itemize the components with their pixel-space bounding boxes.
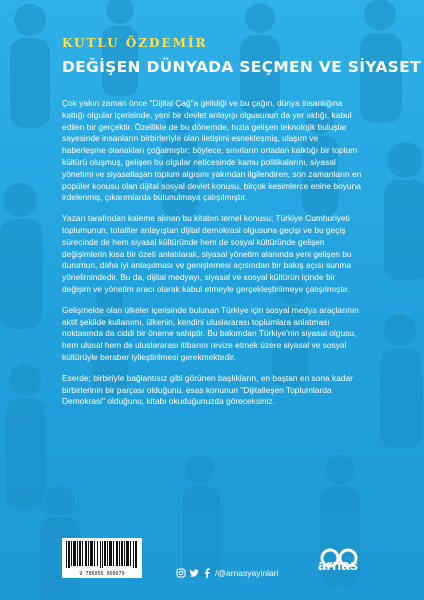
paragraph: Çok yakın zaman önce "Dijital Çağ"a girildiği ve bu çağın, dünya insanlığına kattığı olgular içerisinde, yeni bir devlet anlayışı olgusunun da yer aldığı, kabul edilen bir gerçektir. Özellikle de bu dönemde, hızla gelişen teknolojik buluşlar sayesinde insanların birbirleriyle olan iletişimi esnekleşmiş, ulaşım ve haberleşme olanakları çoğalmıştır; böylece, sınırların ortadan kalktığı bir toplum kültürü oluşmuş, gelişen bu olgular neticesinde kamu politikalarını, siyasal yönetimi ve siyasallaşan toplum algısını yakından ilgilendiren, son zamanların en popüler konusu olan dijital sosyal devlet konusu, birçok kesimlerce enine boyuna irdelenmiş, çıkarımlarda bulunulmaya çalışılmıştır. [62,98,362,203]
publisher-name: arnas [318,557,359,574]
isbn-number: 9 786056 960079 [79,571,125,577]
facebook-icon [202,568,212,578]
paragraph: Gelişmekte olan ülkeler içerisinde bulunan Türkiye için sosyal medya araçlarının aktif şekilde kullanımı, ülkenin, kendini uluslararası toplumlara anlatması noktasında da ciddi bir öneme sahiptir. Bu bakımdan Türkiye'nin siyasal olgusu, hem ulusal hem de uluslararası itibarını revize etmek üzere siyasal ve sosyal kültürüyle beraber iyileştirilmesi gerekmektedir. [62,304,359,362]
barcode-graphic [62,538,142,570]
paragraph: Yazarı tarafından kaleme alınan bu kitabın temel konusu; Türkiye Cumhuriyeti toplumunun, totaliter anlayıştan dijital demokrasi olgusuna geçişi ve bu geçiş sürecinde de hem siyasal kültüründe hem de sosyal kültüründe gelişen değişimlerin kısa bir özeti anlatılarak, siyasal yönetim alanında yeni gelişen bu durumun, daha iyi anlaşılması ve genişlemesi açısından bir bakış açısı sunma yönelimindedir. Bu da, dijital medyayı, siyasal ve sosyal kültürün içinde bir değişim ve yönetim aracı olarak kabul etmeyle gerçekleştirilmeye çalışılmıştır. [62,213,352,294]
back-cover-text [62,98,362,417]
social-media-row [176,568,278,578]
instagram-icon [176,568,186,578]
author-name: KUTLU ÖZDEMİR [62,36,208,50]
twitter-icon [189,568,199,578]
book-title: DEĞİŞEN DÜNYADA SEÇMEN VE SİYASET [62,58,421,76]
social-handle: /@arnasyayinlari [215,568,279,578]
paragraph: Eserde; birbiriyle bağlantısız gibi görünen başlıkların, en baştan en sona kadar birbirlerinin bir parçası olduğunu, esas konunun "Dijitalleşen Toplumlarda Demokrasi" olduğunu, kitabı okuduğunuzda göreceksiniz. [62,372,353,407]
